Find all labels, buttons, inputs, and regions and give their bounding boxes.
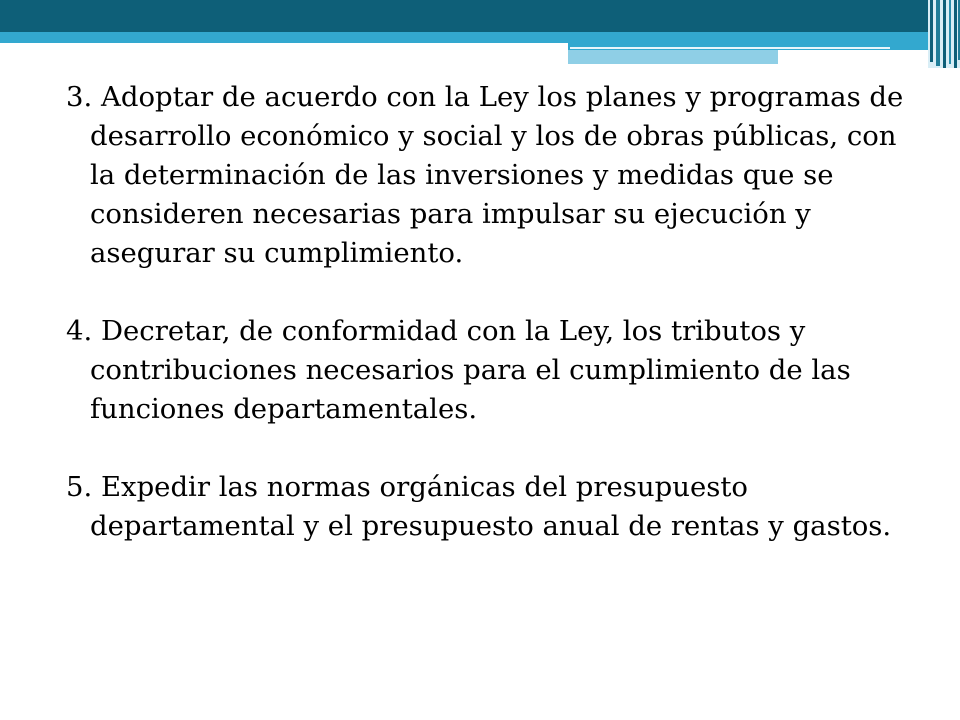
corner-stripe (936, 0, 940, 66)
item-4-paragraph: 4. Decretar, de conformidad con la Ley, los tributos y contribuciones necesarios para el cumplimiento de las funciones departamentales. (66, 315, 851, 425)
header-bar (0, 0, 928, 32)
header-highlight-line (570, 47, 890, 49)
corner-stripe (954, 0, 957, 68)
slide-body (66, 78, 906, 585)
corner-stripe (930, 0, 933, 62)
item-5-paragraph: 5. Expedir las normas orgánicas del presupuesto departamental y el presupuesto anual de rentas y gastos. (66, 471, 892, 542)
item-3-paragraph: 3. Adoptar de acuerdo con la Ley los planes y programas de desarrollo económico y social y los de obras públicas, con la determinación de las inversiones y medidas que se consideren necesarias para impulsar su ejecución y asegurar su cumplimiento. (66, 81, 904, 269)
corner-stripe (949, 0, 951, 64)
header-pale-bar (568, 50, 778, 64)
header-accent-bar (0, 32, 928, 43)
corner-stripe (943, 0, 946, 68)
